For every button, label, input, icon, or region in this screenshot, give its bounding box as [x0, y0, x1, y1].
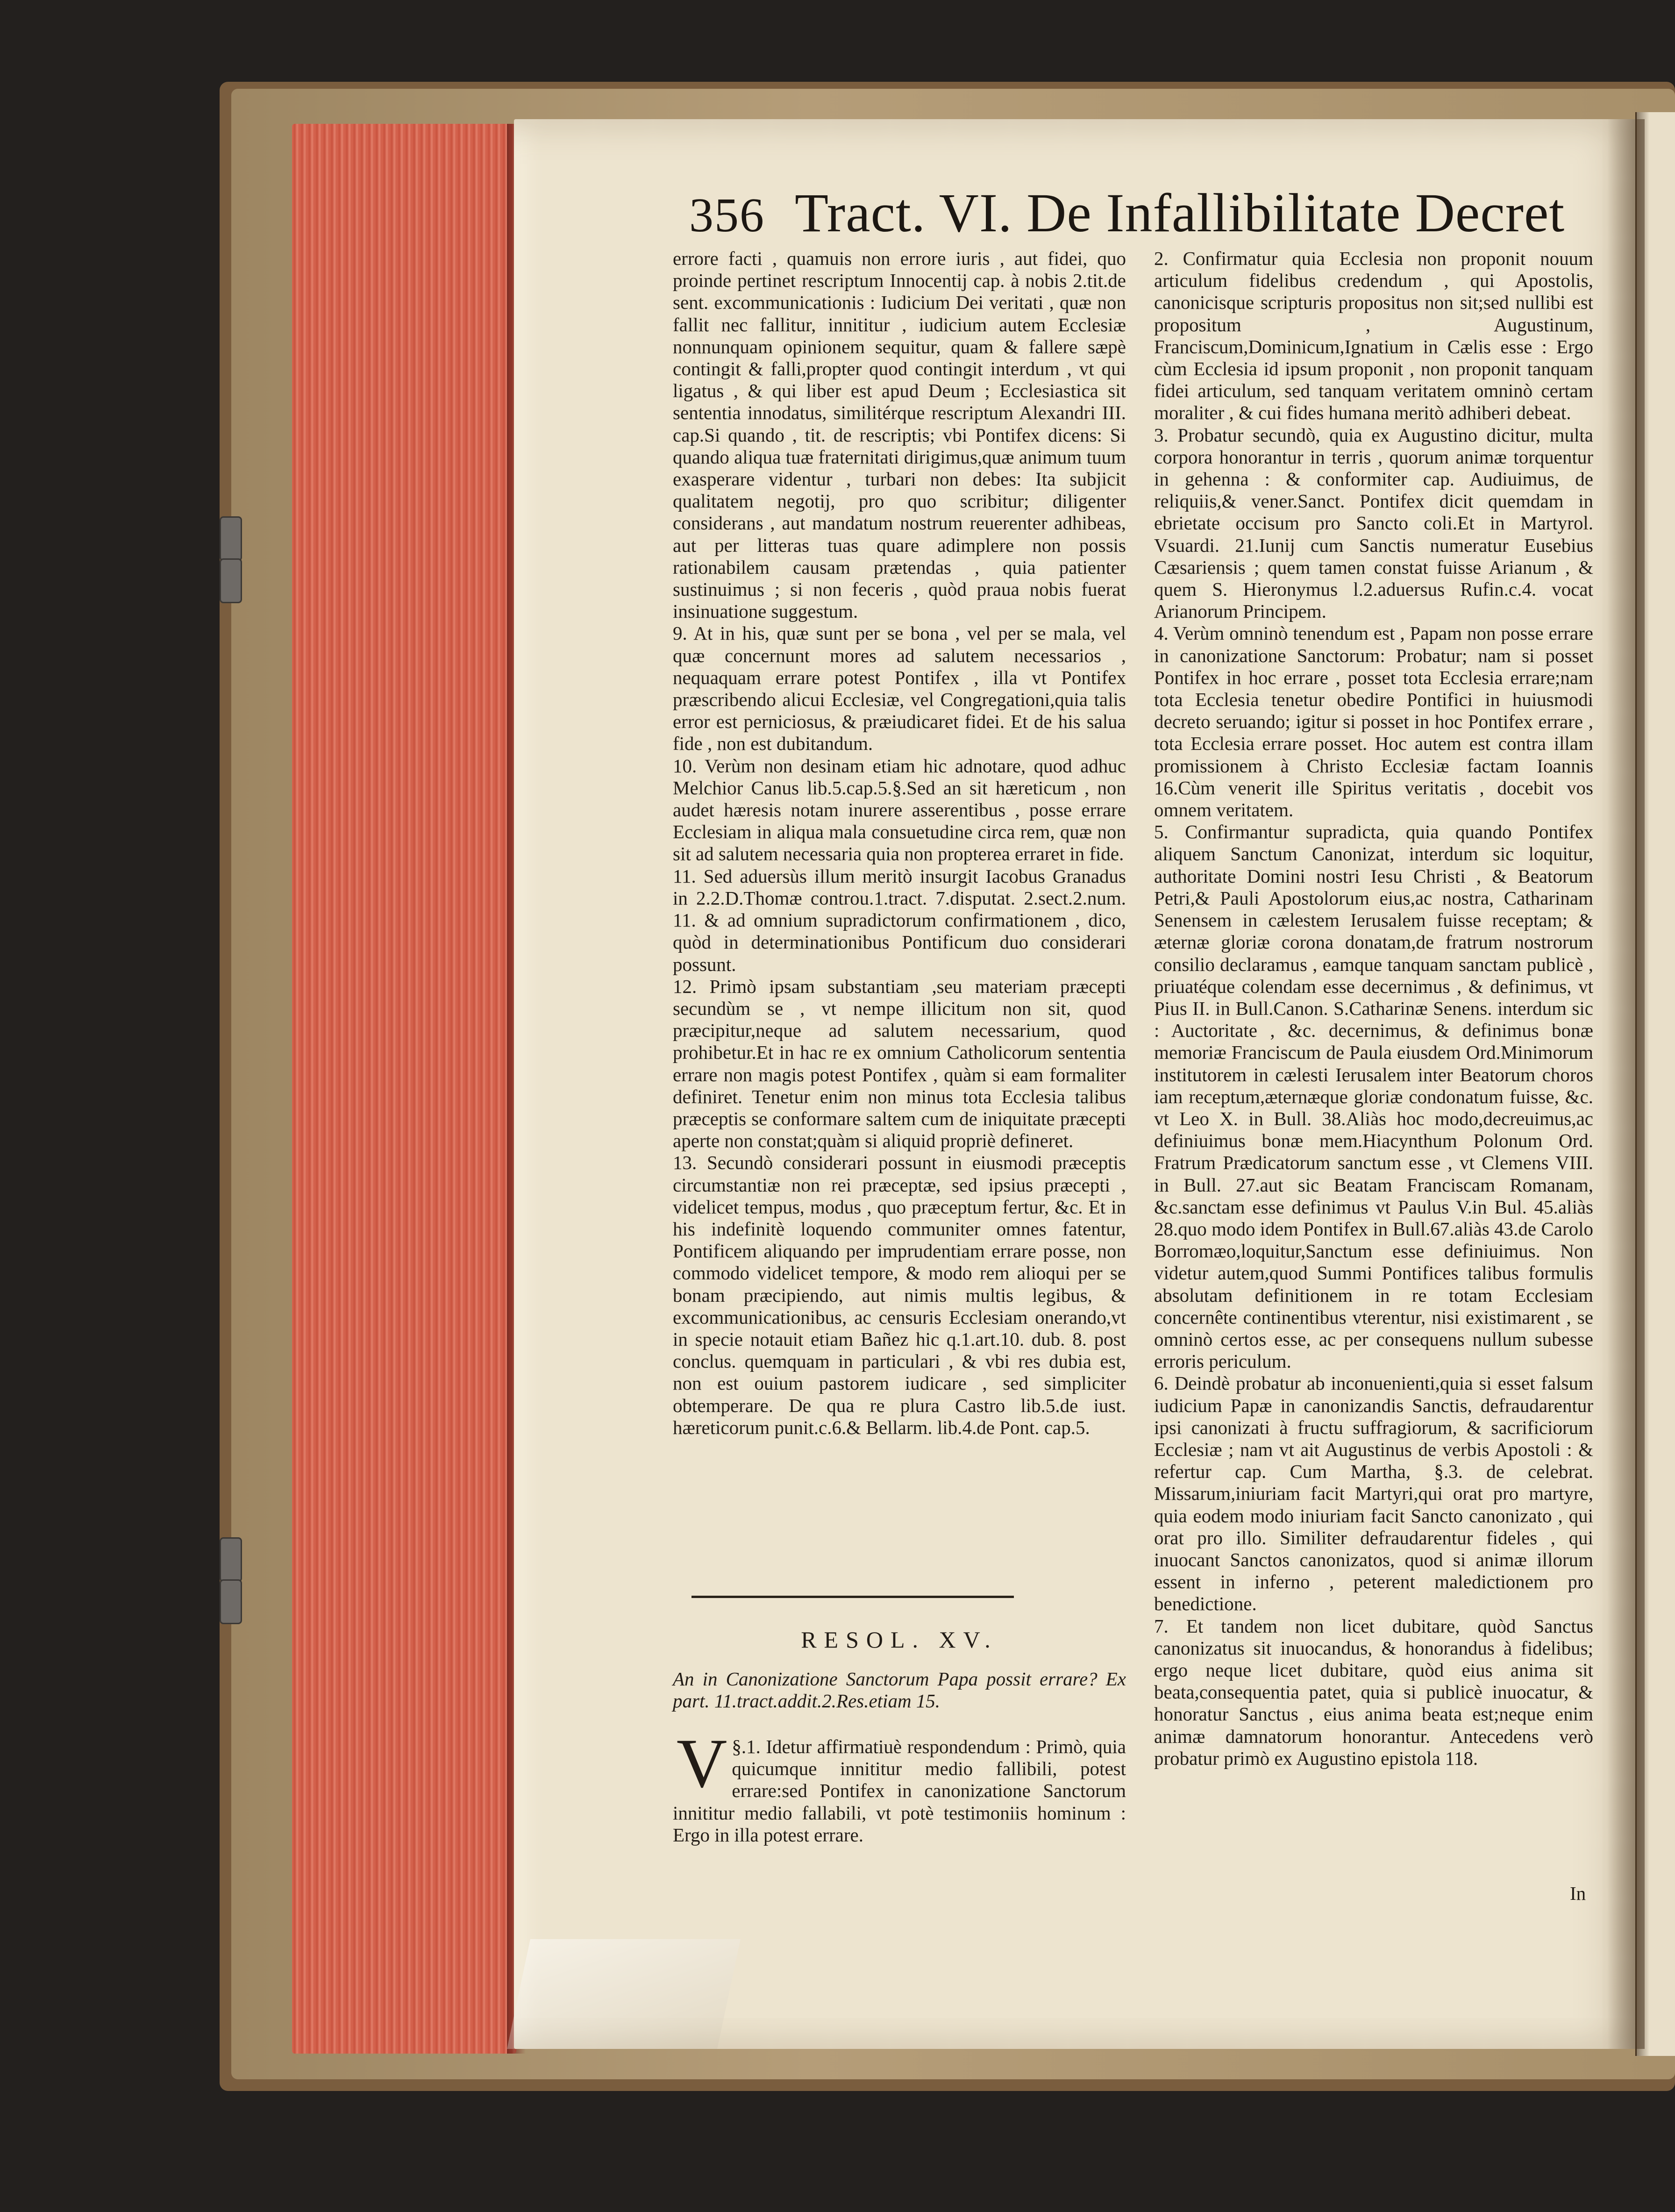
red-page-edge [292, 124, 516, 2054]
catchword: In [1570, 1883, 1586, 1904]
resolution-first-paragraph [673, 1725, 1126, 1846]
resolution-question [673, 1668, 1126, 1712]
section-rule [691, 1596, 1014, 1598]
binding-clasp-upper-2 [220, 558, 242, 603]
paragraph-2: 2. Confirmatur quia Ecclesia non proponit nouum articulum fidelibus credendum , qui Apostolis, canonicisque scripturis propositus non sit;sed nullibi est propositum , Augustinum, Franciscum,Dominicum,Ignatium in Cælis esse : Ergo cùm Ecclesia id ipsum proponit , non proponit tanquam fidei articulum, sed tanquam veritatem omninò certam moraliter , & cui fides humana meritò adhiberi debeat. [1154, 248, 1593, 424]
paragraph-4: 4. Verùm omninò tenendum est , Papam non posse errare in canonizatione Sanctorum: Probatur; nam si posset Pontifex in hoc errare , posset tota Ecclesia errare;nam tota Ecclesia tenetur obedire Pontifici in huiusmodi decreto seruando; igitur si posset in hoc Pontifex errare , tota Ecclesia errare posset. Hoc autem est contra illam promissionem à Christo Ecclesiæ factam Ioannis 16.Cùm venerit ille Spiritus veritatis , docebit vos omnem veritatem. [1154, 622, 1593, 821]
page-fold [507, 1939, 741, 2049]
paragraph-3: 3. Probatur secundò, quia ex Augustino dicitur, multa corpora honorantur in terris , quorum animæ torquentur in gehenna : & conformiter cap. Audiuimus, de reliquiis,& vener.Sanct. Pontifex dicit quemdam in ebrietate occisum pro Sancto coli.Et in Martyrol. Vsuardi. 21.Iunij cum Sanctis numeratur Eusebius Cæsariensis ; quem tamen constat fuisse Arianum , & quem S. Hieronymus l.2.aduersus Rufin.c.4. vocat Arianorum Principem. [1154, 424, 1593, 622]
running-title: Tract. VI. De Infallibilitate Decret [795, 182, 1565, 243]
right-column [1154, 248, 1593, 1770]
resolution-heading: RESOL. XV. [801, 1627, 998, 1653]
page-number: 356 [689, 188, 765, 242]
paragraph-13: 13. Secundò considerari possunt in eiusmodi præceptis circumstantiæ non rei præceptæ, sed ipsius præcepti , videlicet tempus, modus , quo præceptum fertur, &c. Et in his indefinitè loquendo communiter omnes fatentur, Pontificem aliquando per imprudentiam errare posse, non commodo videlicet tempore, & modo rem alioqui per se bonam præcipiendo, aut nimis multis legibus, & excommunicationibus, ac censuris Ecclesiam onerando,vt in specie notauit etiam Bañez hic q.1.art.10. dub. 8. post conclus. quemquam in particulari , & vbi res dubia est, non est ouium pastorem iudicare , sed simpliciter obtemperare. De qua re plura Castro lib.5.de iust. hæreticorum punit.c.6.& Bellarm. lib.4.de Pont. cap.5. [673, 1152, 1126, 1438]
binding-clasp-lower [220, 1537, 242, 1582]
running-header [689, 181, 1565, 247]
paragraph-6: 6. Deindè probatur ab inconuenienti,quia si esset falsum iudicium Papæ in canonizandis Sanctis, defraudarentur ipsi canonizati à fructu suffragiorum, & sacrificiorum Ecclesiæ ; nam vt ait Augustinus de verbis Apostoli : & refertur cap. Cum Martha, §.3. de celebrat. Missarum,iniuriam facit Martyri,qui orat pro martyre, quia eodem modo iniuriam facit Sancto canonizato , qui orat pro illo. Similiter defraudarentur fideles , qui inuocant Sanctos canonizatos, quod si animæ illorum essent in inferno , peterent maledictionem pro benedictione. [1154, 1372, 1593, 1615]
paragraph-10: 10. Verùm non desinam etiam hic adnotare, quod adhuc Melchior Canus lib.5.cap.5.§.Sed an sit hæreticum , non audet hæresis notam inurere asserentibus , posse errare Ecclesiam in aliqua mala consuetudine circa rem, quæ non sit ad salutem necessaria quia non propterea erraret in fide. [673, 755, 1126, 865]
binding-clasp-lower-2 [220, 1579, 242, 1624]
paragraph-9: 9. At in his, quæ sunt per se bona , vel per se mala, vel quæ concernunt mores ad salutem necessarios , nequaquam errare potest Pontifex , illa vt Pontifex præscribendo alicui Ecclesiæ, vel Congregationi,quia talis error est perniciosus, & præiudicaret fidei. Et de his salua fide , non est dubitandum. [673, 622, 1126, 755]
binding-clasp-upper [220, 516, 242, 561]
gutter-shadow [1607, 119, 1645, 2049]
section-marker: §.1. [732, 1736, 761, 1757]
left-column [673, 248, 1126, 1439]
paragraph-7: 7. Et tandem non licet dubitare, quòd Sanctus canonizatus sit inuocandus, & honorandus à fidelibus; ergo neque licet dubitare, quòd eius anima sit beata,consequentia patet, quia si publicè inuocatur, & honoratur Sanctus , eius anima beata est;neque enim animæ damnatorum honorantur. Antecedens verò probatur primò ex Augustino epistola 118. [1154, 1615, 1593, 1769]
paragraph-11: 11. Sed aduersùs illum meritò insurgit Iacobus Granadus in 2.2.D.Thomæ controu.1.tract. 7.disputat. 2.sect.2.num. 11. & ad omnium supradictorum confirmationem , dico, quòd in determinationibus Pontificum duo considerari possunt. [673, 865, 1126, 975]
paragraph-5: 5. Confirmantur supradicta, quia quando Pontifex aliquem Sanctum Canonizat, interdum sic loquitur, authoritate Domini nostri Iesu Christi , & Beatorum Petri,& Pauli Apostolorum eius,ac nostra, Catharinam Senensem in cælestem Ierusalem fuisse receptam; & æternæ gloriæ corona donatam,de fratrum nostrorum consilio declaramus , eamque tanquam sanctam publicè , priuatéque colendam esse decernimus , & definimus, vt Pius II. in Bull.Canon. S.Catharinæ Senens. interdum sic : Auctoritate , &c. decernimus, & definimus bonæ memoriæ Franciscum de Paula eiusdem Ord.Minimorum institutorem in cælesti Ierusalem inter Beatorum choros iam receptum,æternæque gloriæ condonatum fuisse, &c. vt Leo X. in Bull. 38.Aliàs hoc modo,decreuimus,ac definiuimus bonæ mem.Hiacynthum Polonum Ord. Fratrum Prædicatorum sanctum esse , vt Clemens VIII. in Bull. 27.aut sic Beatam Franciscam Romanam, &c.sanctam esse definimus vt Paulus V.in Bul. 45.aliàs 28.quo modo idem Pontifex in Bull.67.aliàs 43.de Carolo Borromæo,loquitur,Sanctum esse definiuimus. Non videtur autem,quod Summi Pontifices talibus formulis absolutam definitionem in re totam Ecclesiam concernête continentibus vterentur, nisi existimarent , se omninò certos esse, ac per consequens nullum subesse erroris periculum. [1154, 821, 1593, 1372]
paragraph: errore facti , quamuis non errore iuris , aut fidei, quo proinde pertinet rescriptum Innocentij cap. à nobis 2.tit.de sent. excommunicationis : Iudicium Dei veritati , quæ non fallit nec fallitur, innititur , iudicium autem Ecclesiæ nonnunquam opinionem sequitur, quam & fallere sæpè contingit & falli,propter quod contingit interdum , vt qui ligatus , & qui liber est apud Deum ; Ecclesiastica sit sententia innodatus, similitérque rescriptum Alexandri III. cap.Si quando , tit. de rescriptis; vbi Pontifex dicens: Si quando aliqua tuæ fraternitati dirigimus,quæ animum tuum exasperare videntur , turbari non debes: Ita subjicit qualitatem negotij, pro quo scribitur; diligenter considerans , aut mandatum nostrum reuerenter adhibeas, aut per litteras tuas quare adimplere non possis rationabilem causam prætendas , quia patienter sustinuimus ; si non feceris , quòd praua nobis fuerat insinuatione suggestum. [673, 248, 1126, 622]
paragraph-12: 12. Primò ipsam substantiam ,seu materiam præcepti secundùm se , vt nempe illicitum non sit, quod præcipitur,neque ad salutem necessarium, quod prohibetur.Et in hac re ex omnium Catholicorum sententia errare non magis potest Pontifex , quàm si eam formaliter definiret. Tenetur enim non minus tota Ecclesia talibus præceptis se conformare saltem cum de iniquitate præcepti aperte non constat;quàm si aliquid propriè defineret. [673, 975, 1126, 1152]
drop-capital: V [677, 1725, 727, 1802]
resolution-text: Idetur affirmatiuè respondendum : Primò, quia quicumque innititur medio fallibili, potest errare:sed Pontifex in canonizatione Sanctorum innititur medio fallabili, vt potè testimoniis hominum : Ergo in illa potest errare. [673, 1736, 1126, 1846]
resolution-question-text: An in Canonizatione Sanctorum Papa possit errare? Ex part. 11.tract.addit.2.Res.etiam 15. [673, 1668, 1126, 1712]
